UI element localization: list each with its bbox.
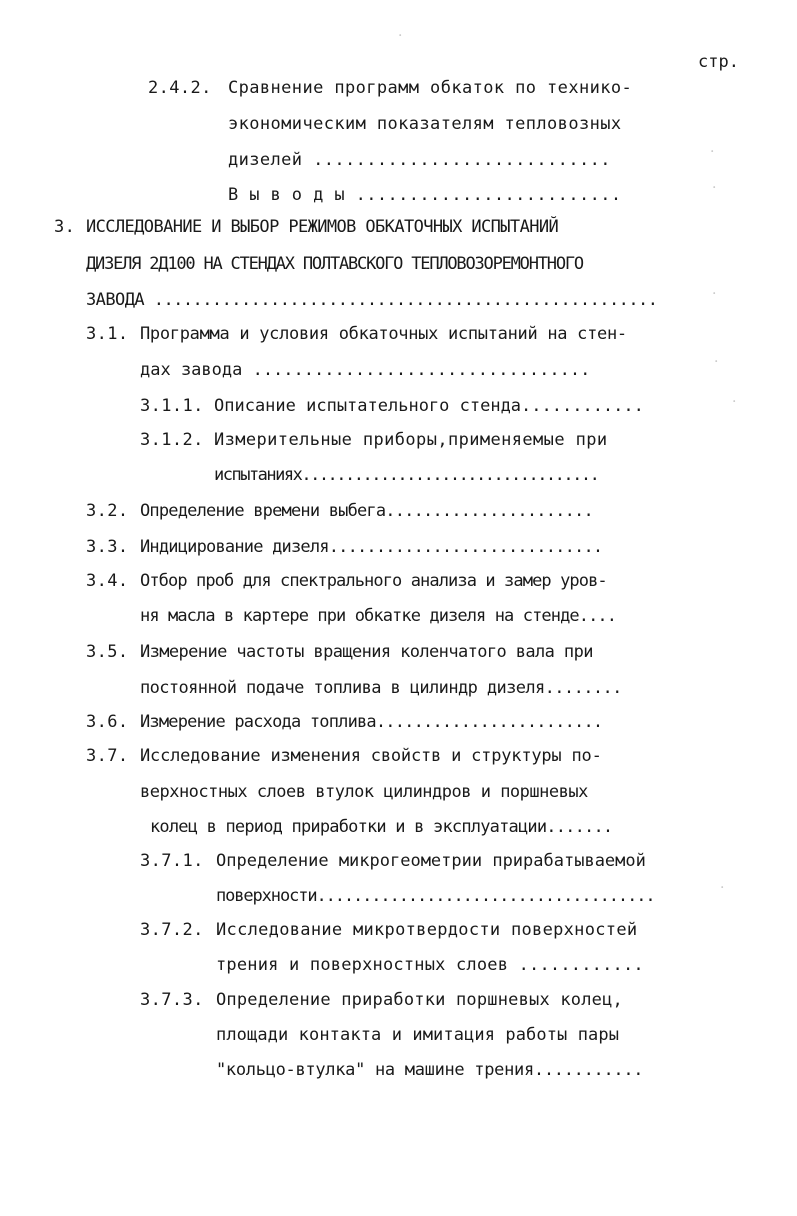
toc-entry-title: Сравнение программ обкаток по технико- (228, 78, 633, 98)
toc-entry-number: 3.4. (86, 571, 129, 591)
page-column-label: стр. (698, 52, 739, 72)
toc-entry-title: площади контакта и имитация работы пары (216, 1025, 620, 1045)
show-through-mark: · (714, 354, 719, 370)
toc-entry-title: трения и поверхностных слоев ............ (216, 955, 644, 975)
toc-entry-title: Программа и условия обкаточных испытаний на стен- (140, 324, 627, 344)
toc-entry-title: Отбор проб для спектрального анализа и замер уров- (140, 571, 607, 591)
toc-entry-title: Индицирование дизеля............................. (140, 537, 603, 557)
toc-entry-title: дах завода ................................. (140, 360, 591, 380)
show-through-mark: · (398, 28, 403, 44)
toc-entry-title: Исследование микротвердости поверхностей (216, 920, 638, 940)
toc-entry-title: поверхности..................................... (216, 886, 655, 906)
show-through-mark: · (732, 394, 737, 410)
toc-entry-title: Измерительные приборы,применяемые при (214, 430, 608, 450)
toc-entry-number: 3.3. (86, 537, 129, 557)
toc-entry-title: ня масла в картере при обкатке дизеля на стенде.... (140, 606, 617, 626)
show-through-mark: · (720, 880, 725, 896)
toc-entry-conclusions: В ы в о д ы ......................... (228, 185, 622, 205)
toc-entry-title: Исследование изменения свойств и структуры по- (140, 746, 602, 766)
toc-chapter-title: ИССЛЕДОВАНИЕ И ВЫБОР РЕЖИМОВ ОБКАТОЧНЫХ ИСПЫТАНИЙ (86, 217, 559, 237)
toc-entry-title: колец в период приработки и в эксплуатации....... (150, 817, 613, 837)
toc-entry-number: 3.7.2. (140, 920, 204, 940)
show-through-mark: · (712, 180, 717, 196)
show-through-mark: · (712, 286, 717, 302)
show-through-mark: · (710, 144, 715, 160)
toc-entry-title: испытаниях.................................. (214, 465, 599, 485)
toc-entry-title: верхностных слоев втулок цилиндров и поршневых (140, 782, 588, 802)
toc-entry-title: Измерение частоты вращения коленчатого вала при (140, 642, 593, 662)
toc-entry-number: 3.1.1. (140, 396, 204, 416)
toc-entry-title: дизелей ............................ (228, 150, 611, 170)
toc-entry-title: постоянной подаче топлива в цилиндр дизеля........ (140, 678, 622, 698)
toc-chapter-title: ЗАВОДА .................................................... (86, 290, 658, 310)
toc-entry-title: "кольцо-втулка" на машине трения........... (216, 1060, 644, 1080)
toc-entry-title: Описание испытательного стенда............ (214, 396, 644, 416)
toc-entry-number: 3.2. (86, 501, 129, 521)
toc-entry-number: 3.6. (86, 712, 129, 732)
toc-chapter-title: ДИЗЕЛЯ 2Д100 НА СТЕНДАХ ПОЛТАВСКОГО ТЕПЛОВОЗОРЕМОНТНОГО (86, 254, 583, 274)
toc-entry-number: 3.1. (86, 324, 129, 344)
toc-entry-number: 3.7.3. (140, 990, 204, 1010)
toc-entry-number: 2.4.2. (148, 78, 212, 98)
toc-chapter-number: 3. (54, 217, 76, 237)
toc-entry-title: Определение приработки поршневых колец, (216, 990, 623, 1010)
toc-entry-title: экономическим показателям тепловозных (228, 114, 622, 134)
toc-entry-number: 3.5. (86, 642, 129, 662)
toc-entry-title: Определение микрогеометрии прирабатываемой (216, 851, 646, 871)
toc-entry-number: 3.7. (86, 746, 129, 766)
toc-entry-number: 3.1.2. (140, 430, 204, 450)
toc-entry-number: 3.7.1. (140, 851, 204, 871)
toc-entry-title: Измерение расхода топлива........................ (140, 712, 603, 732)
toc-entry-title: Определение времени выбега...................... (140, 501, 593, 521)
